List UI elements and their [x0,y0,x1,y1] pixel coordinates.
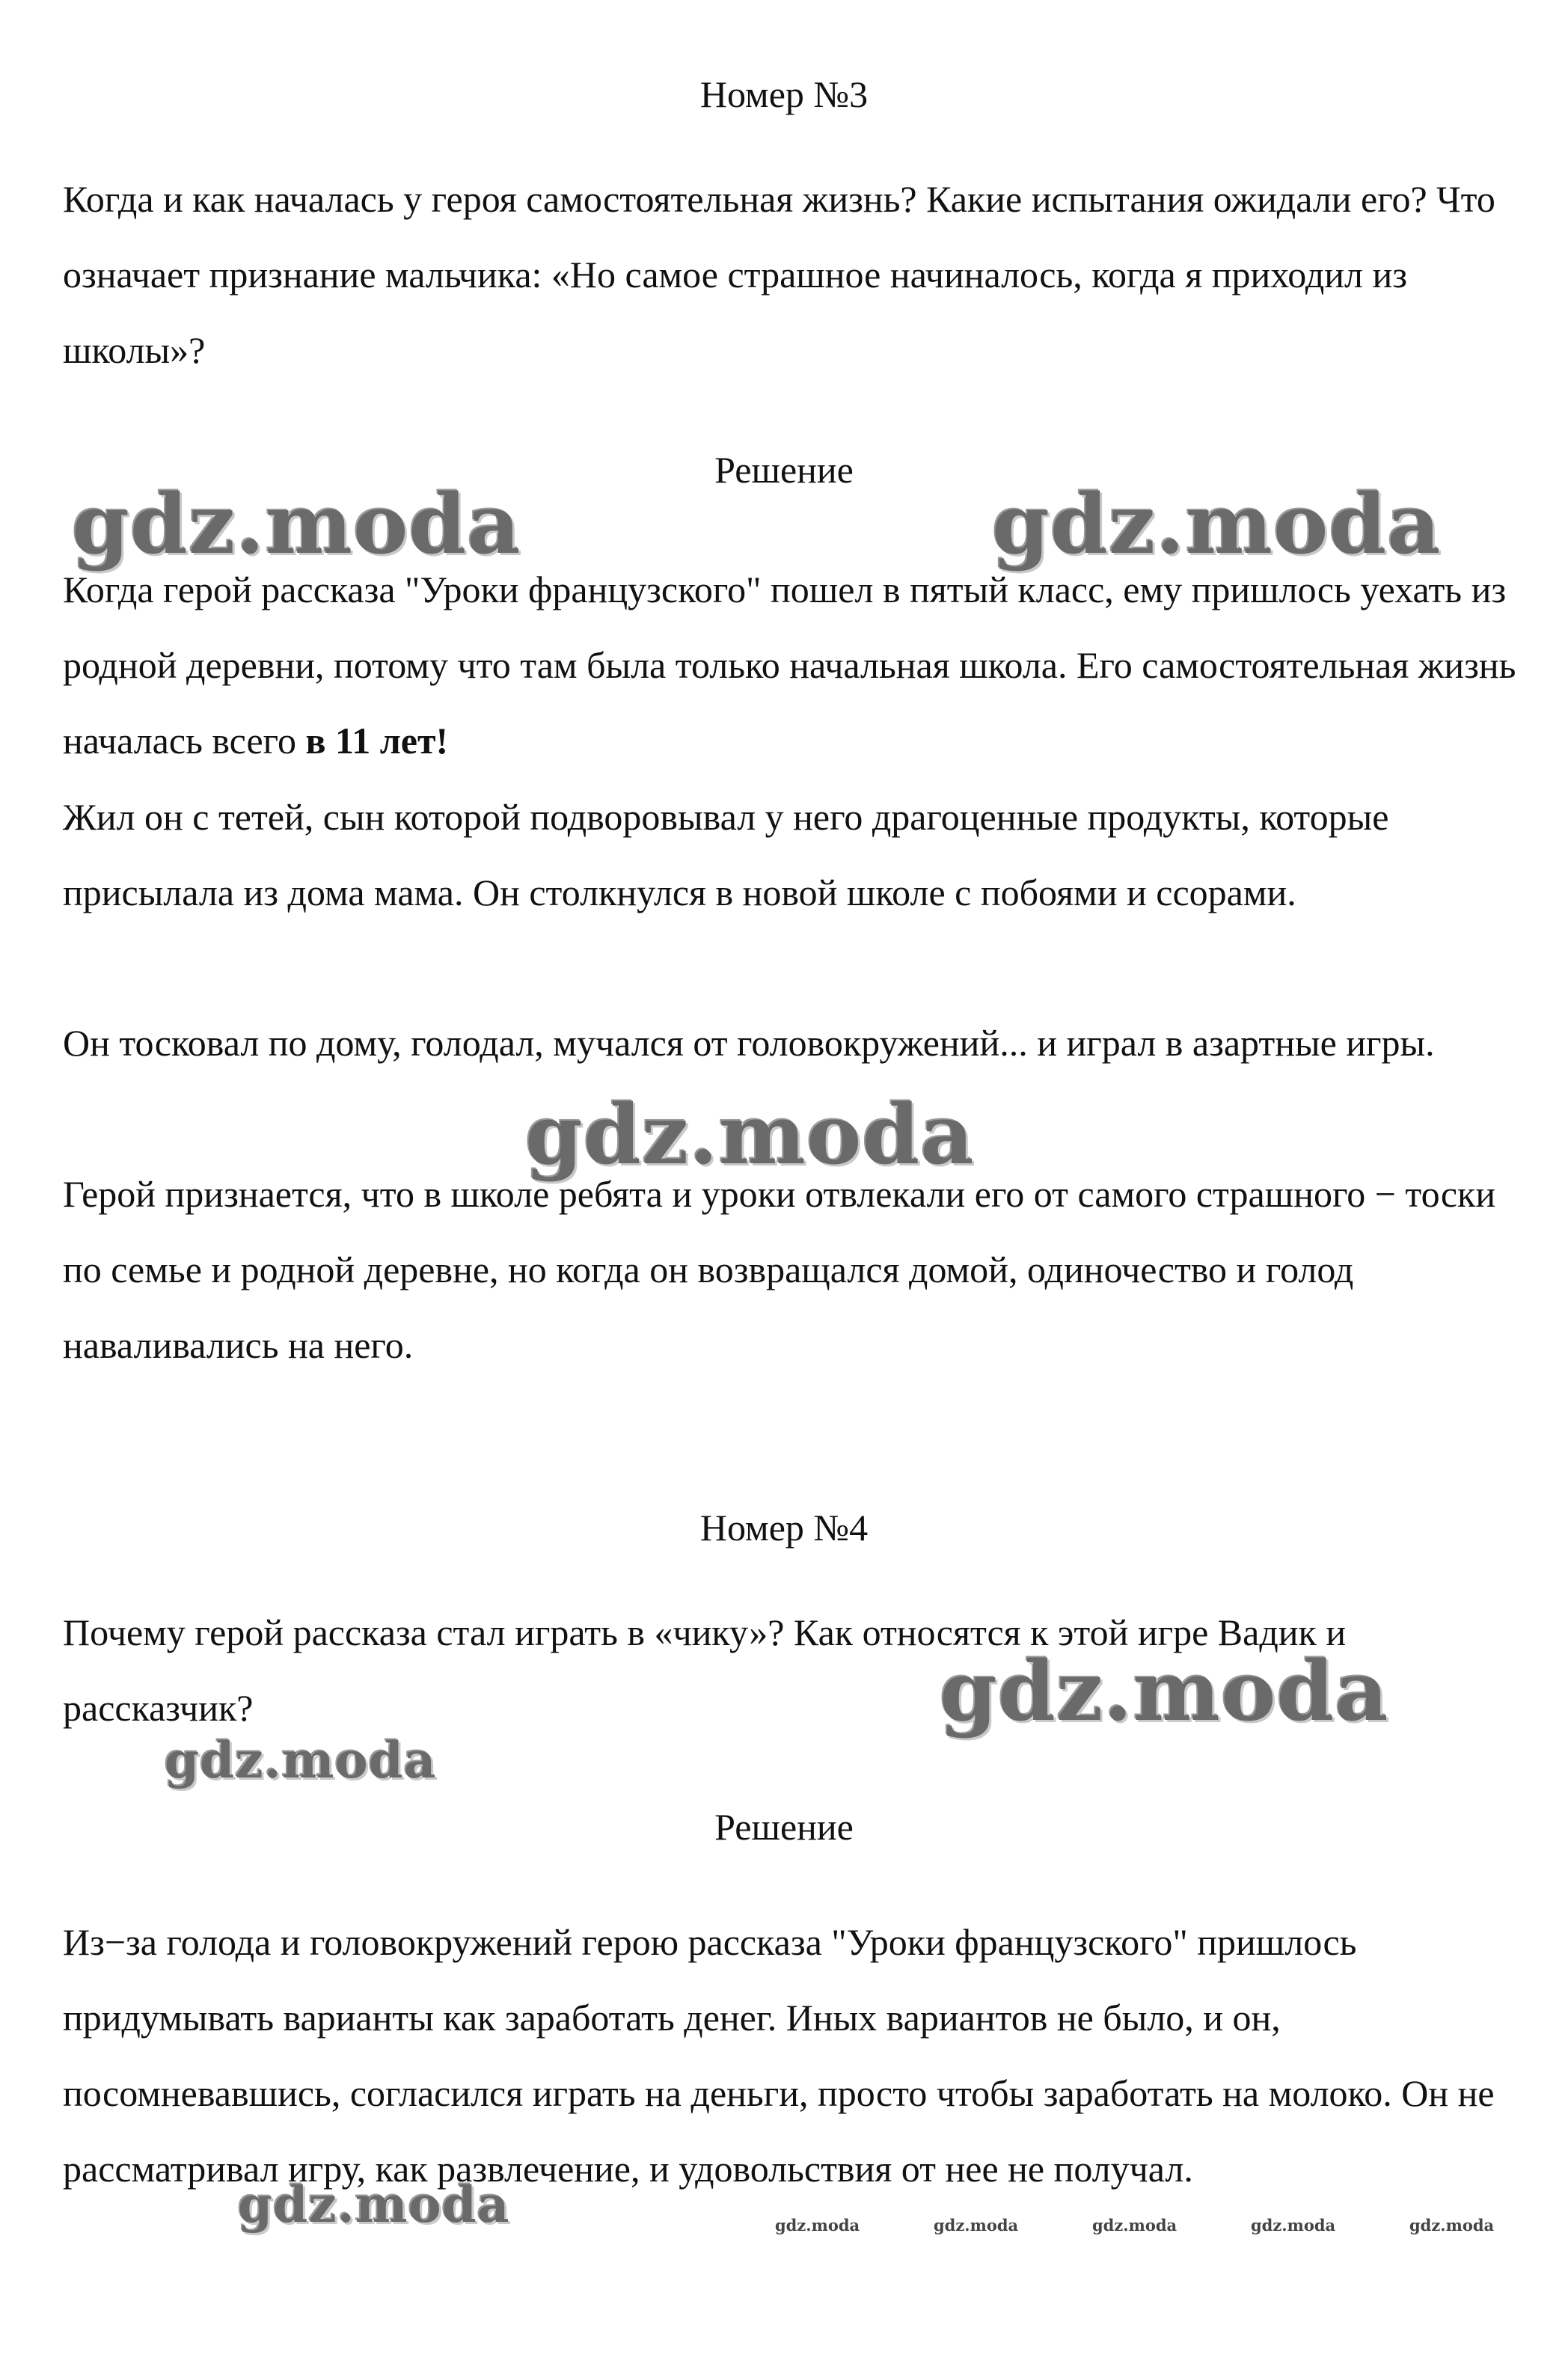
section-3-solution-label: Решение [714,449,854,491]
section-3-answer-emphasis: в 11 лет! [305,720,449,762]
section-3-question: Когда и как началась у героя самостоятельная жизнь? Какие испытания ожидали его? Что означает признание мальчика: «Но самое страшное начиналось, когда я приходил из школы»? [63,178,1495,371]
section-3-answer-paragraph-2: Жил он с тетей, сын которой подворовывал у него драгоценные продукты, которые присылала из дома мама. Он столкнулся в новой школе с побоями и ссорами. [63,796,1389,913]
watermark-small: gdz.moda [775,2216,860,2235]
watermark-small: gdz.moda [934,2216,1019,2235]
watermark: gdz.moda [72,476,521,572]
watermark-small: gdz.moda [1092,2216,1177,2235]
watermark: gdz.moda [525,1086,975,1183]
section-3-answer-paragraph-1: Когда герой рассказа "Уроки французского" пошел в пятый класс, ему пришлось уехать из родной деревни, потому что там была только начальная школа. Его самостоятельная жизнь началась всего в 11 лет! [63,569,1516,762]
section-4-title: Номер №4 [699,1507,869,1549]
watermark-small: gdz.moda [1409,2216,1495,2235]
section-4-solution-label: Решение [714,1806,854,1848]
section-4-answer-paragraph-1: Из−за голода и головокружений герою рассказа "Уроки французского" пришлось придумывать варианты как заработать денег. Иных вариантов не было, и он, посомневавшись, согласился играть на деньги, просто чтобы заработать на молоко. Он не рассматривал игру, как развлечение, и удовольствия от нее не получал. [63,1921,1495,2190]
section-3-title: Номер №3 [699,73,869,115]
watermark: gdz.moda [992,476,1442,572]
section-3-answer-paragraph-3: Он тосковал по дому, голодал, мучался от головокружений... и играл в азартные игры. [63,1022,1435,1064]
watermark: gdz.moda [238,2175,510,2234]
section-4-question: Почему герой рассказа стал играть в «чику»? Как относятся к этой игре Вадик и рассказчик? [63,1611,1347,1729]
watermark-small: gdz.moda [1251,2216,1336,2235]
watermark: gdz.moda [165,1731,437,1789]
section-3-answer-paragraph-4: Герой признается, что в школе ребята и уроки отвлекали его от самого страшного − тоски по семье и родной деревне, но когда он возвращался домой, одиночество и голод наваливались на него. [63,1173,1496,1366]
watermark: gdz.moda [940,1643,1389,1739]
